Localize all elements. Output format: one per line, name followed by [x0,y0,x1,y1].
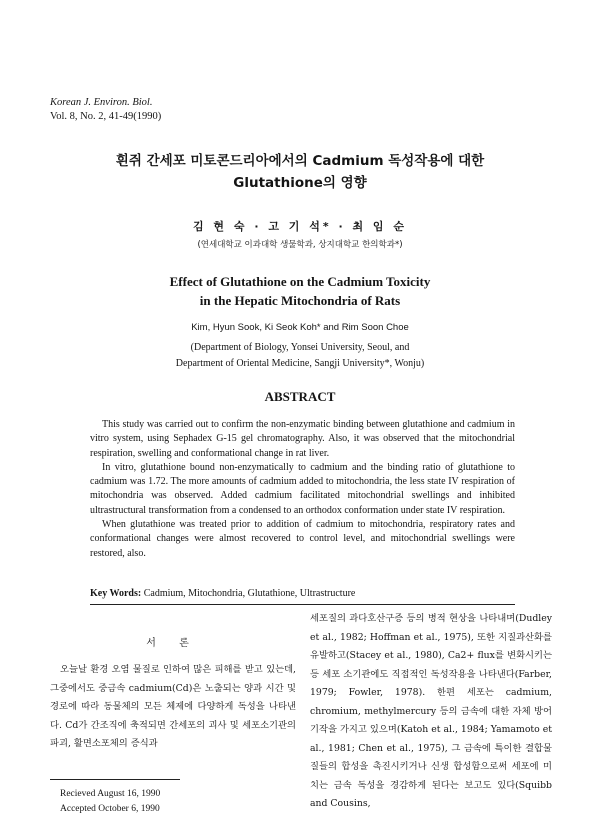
body-right-column [310,610,552,814]
footnote-divider [50,779,180,780]
received-date: Recieved August 16, 1990 [60,789,161,799]
keywords-value: Cadmium, Mitochondria, Glutathione, Ultrastructure [143,588,356,599]
body-left-paragraph: 오늘날 환경 오염 물질로 인하여 많은 피해를 받고 있는데, 그중에서도 중금속 cadmium(Cd)은 노출되는 양과 시간 및 경로에 따라 동물체의 모든 체제에 다양하게 독성을 나타낸다. Cd가 간조직에 축적되면 간세포의 괴사 및 세포소기관의 파괴, 활면소포체의 증식과 [50,664,296,749]
journal-name: Korean J. Environ. Biol. [50,97,153,108]
abstract-paragraph-1: This study was carried out to confirm the non-enzymatic binding between glutathione and cadmium in vitro system, using Sephadex G-15 gel chromatography. Also, it was observed that the mitochondrial respiration, swelling and conformational change in rat liver. [90,419,515,459]
english-title-line1: Effect of Glutathione on the Cadmium Toxicity [169,274,431,289]
korean-title-line2: Glutathione의 영향 [233,175,367,191]
journal-header [50,96,161,124]
received-dates [60,787,160,817]
korean-title-line1: 흰쥐 간세포 미토콘드리아에서의 Cadmium 독성작용에 대한 [115,153,485,169]
abstract-body [90,418,515,561]
keywords [90,588,520,599]
english-title [0,272,600,310]
accepted-date: Accepted October 6, 1990 [60,804,160,814]
korean-affiliation: (연세대학교 이과대학 생물학과, 상지대학교 한의학과*) [197,240,403,250]
body-right-paragraph: 세포질의 과다호산구증 등의 병적 현상을 나타내며(Dudley et al., 1982; Hoffman et al., 1975), 또한 지질과산화를 유발하고(Stacey et al., 1980), Ca2+ flux를 변화시키는 등 세포 소기관에도 직접적인 독성작용을 나타낸다(Farber, 1979; Fowler, 1978). 한편 세포는 cadmium, chromium, methylmercury 등의 금속에 대한 자체 방어 기작을 가지고 있으며(Katoh et al., 1984; Yamamoto et al., 1981; Chen et al., 1975), 그 금속에 특이한 결합물질들의 합성을 촉진시키거나 신생 합성함으로써 세포에 미치는 금속 독성을 경감하게 된다는 보고도 있다(Squibb and Cousins, [310,613,552,809]
abstract-paragraph-3: When glutathione was treated prior to addition of cadmium to mitochondria, respiratory rates and conformational changes were almost recovered to control level, and mitochondrial swellings were restored, also. [90,519,515,559]
english-title-line2: in the Hepatic Mitochondria of Rats [199,293,401,308]
english-affiliation [0,340,600,372]
english-affiliation-line1: (Department of Biology, Yonsei University, Seoul, and [190,342,410,353]
korean-authors: 김 현 숙 · 고 기 석* · 최 임 순 [192,220,408,233]
english-authors: Kim, Hyun Sook, Ki Seok Koh* and Rim Soon Choe [191,322,409,333]
korean-title [0,150,600,194]
keywords-divider [90,604,515,605]
journal-volume: Vol. 8, No. 2, 41-49(1990) [50,111,162,122]
body-left-column [50,661,296,754]
abstract-heading: ABSTRACT [264,389,336,404]
section-heading-introduction: 서 론 [146,638,199,649]
abstract-paragraph-2: In vitro, glutathione bound non-enzymatically to cadmium and the binding ratio of glutathione to cadmium was 1.72. The more amounts of cadmium added to mitochondria, the less state IV respiration of mitochondria was observed. Added cadmium facilitated mitochondrial swellings and inhibited ultrastructural transformation from a condensed to an orthodox conformation under state IV respiration. [90,461,515,516]
keywords-label: Key Words: [90,588,142,599]
english-affiliation-line2: Department of Oriental Medicine, Sangji University*, Wonju) [175,358,425,369]
